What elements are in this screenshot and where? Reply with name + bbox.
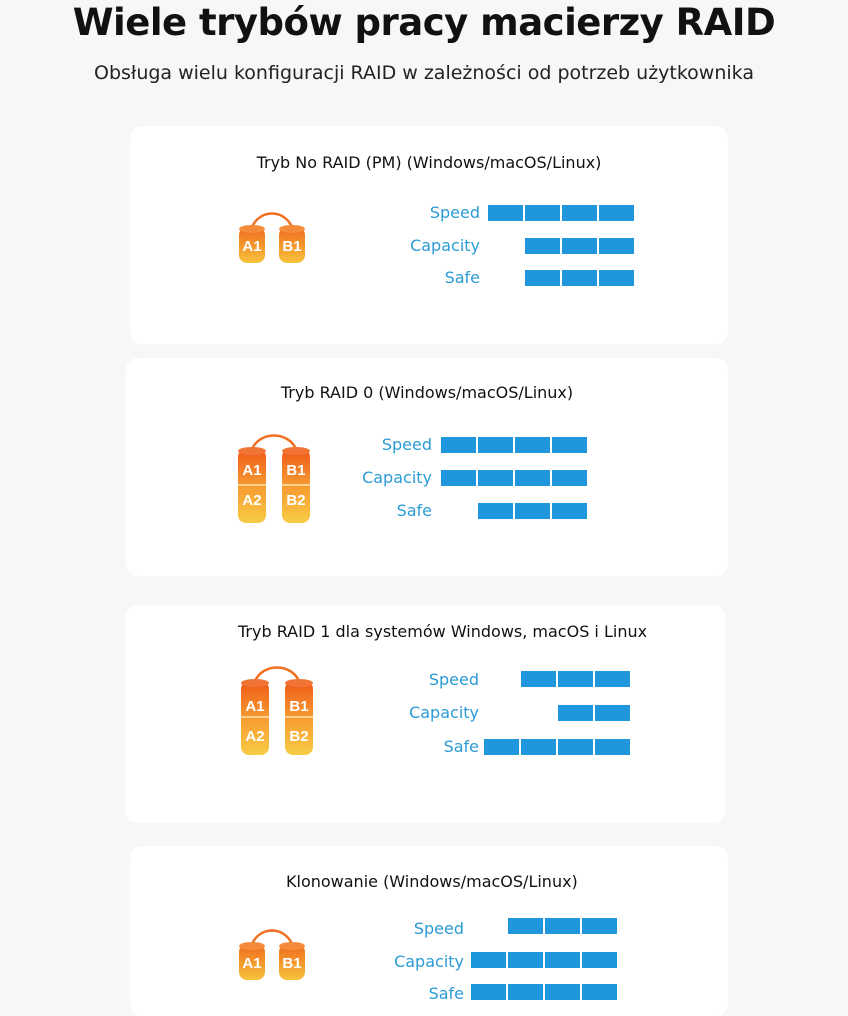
disk-label: A1 xyxy=(242,238,262,255)
raid-mode-card-no-raid xyxy=(130,126,728,344)
drives-icon xyxy=(230,433,320,528)
level-segment xyxy=(478,503,513,519)
raid-mode-card-raid0 xyxy=(126,358,728,576)
metric-label-capacity: Capacity xyxy=(362,468,432,487)
metric-bar-capacity xyxy=(441,470,587,486)
drives-icon xyxy=(233,665,323,760)
mode-title: Tryb No RAID (PM) (Windows/macOS/Linux) xyxy=(256,153,602,172)
mode-title: Tryb RAID 0 (Windows/macOS/Linux) xyxy=(280,383,574,402)
drives-icon xyxy=(234,928,314,988)
metric-bar-speed xyxy=(508,918,617,934)
disk-a xyxy=(238,447,266,523)
metric-label-speed: Speed xyxy=(381,435,432,454)
level-segment xyxy=(508,918,543,934)
level-segment xyxy=(471,952,506,968)
mode-title: Klonowanie (Windows/macOS/Linux) xyxy=(286,872,578,891)
level-segment xyxy=(478,437,513,453)
level-segment xyxy=(552,437,587,453)
level-segment xyxy=(508,984,543,1000)
metric-bar-speed xyxy=(521,671,630,687)
level-segment xyxy=(558,705,593,721)
level-segment xyxy=(552,470,587,486)
mode-title: Tryb RAID 1 dla systemów Windows, macOS i Linux xyxy=(238,622,648,641)
level-segment xyxy=(562,238,597,254)
metric-label-safe: Safe xyxy=(443,737,479,756)
raid-mode-card-raid1 xyxy=(125,605,725,823)
level-segment xyxy=(582,918,617,934)
level-segment xyxy=(595,705,630,721)
level-segment xyxy=(484,739,519,755)
disk-label: A1 xyxy=(242,955,262,972)
level-segment xyxy=(478,470,513,486)
disk-label: B1 xyxy=(282,955,302,972)
metric-label-safe: Safe xyxy=(428,984,464,1003)
level-segment xyxy=(545,984,580,1000)
metric-bar-capacity xyxy=(471,952,617,968)
disk-label: B2 xyxy=(286,492,306,509)
metric-label-safe: Safe xyxy=(396,501,432,520)
metric-bar-safe xyxy=(525,270,634,286)
level-segment xyxy=(525,270,560,286)
metric-label-speed: Speed xyxy=(429,203,480,222)
level-segment xyxy=(515,470,550,486)
level-segment xyxy=(441,437,476,453)
metric-label-capacity: Capacity xyxy=(410,236,480,255)
level-segment xyxy=(582,952,617,968)
level-segment xyxy=(521,671,556,687)
disk-label: B1 xyxy=(282,238,302,255)
metric-label-capacity: Capacity xyxy=(394,952,464,971)
disk-label: B1 xyxy=(286,462,306,479)
metric-label-speed: Speed xyxy=(428,670,479,689)
level-segment xyxy=(488,205,523,221)
disk-label: A2 xyxy=(245,728,265,745)
level-segment xyxy=(471,984,506,1000)
metric-bar-safe xyxy=(471,984,617,1000)
level-segment xyxy=(441,470,476,486)
level-segment xyxy=(595,739,630,755)
disk-label: A1 xyxy=(245,698,265,715)
level-segment xyxy=(545,918,580,934)
level-segment xyxy=(558,739,593,755)
metric-bar-capacity xyxy=(525,238,634,254)
metric-bar-capacity xyxy=(558,705,630,721)
level-segment xyxy=(558,671,593,687)
level-segment xyxy=(545,952,580,968)
raid-mode-card-clone xyxy=(130,846,728,1016)
page-subtitle: Obsługa wielu konfiguracji RAID w zależności od potrzeb użytkownika xyxy=(94,62,754,84)
disk-label: B1 xyxy=(289,698,309,715)
disk-label: B2 xyxy=(289,728,309,745)
level-segment xyxy=(525,205,560,221)
metric-bar-speed xyxy=(488,205,634,221)
metric-bar-speed xyxy=(441,437,587,453)
level-segment xyxy=(515,437,550,453)
level-segment xyxy=(562,205,597,221)
metric-bar-safe xyxy=(478,503,587,519)
metric-bar-safe xyxy=(484,739,630,755)
level-segment xyxy=(525,238,560,254)
level-segment xyxy=(521,739,556,755)
level-segment xyxy=(599,270,634,286)
disk-label: A1 xyxy=(242,462,262,479)
level-segment xyxy=(552,503,587,519)
level-segment xyxy=(595,671,630,687)
disk-b xyxy=(282,447,310,523)
metric-label-capacity: Capacity xyxy=(409,703,479,722)
metric-label-safe: Safe xyxy=(444,268,480,287)
disk-label: A2 xyxy=(242,492,262,509)
level-segment xyxy=(515,503,550,519)
level-segment xyxy=(582,984,617,1000)
level-segment xyxy=(508,952,543,968)
level-segment xyxy=(599,238,634,254)
level-segment xyxy=(562,270,597,286)
drives-icon xyxy=(234,211,314,271)
level-segment xyxy=(599,205,634,221)
metric-label-speed: Speed xyxy=(413,919,464,938)
page-title: Wiele trybów pracy macierzy RAID xyxy=(72,1,776,44)
